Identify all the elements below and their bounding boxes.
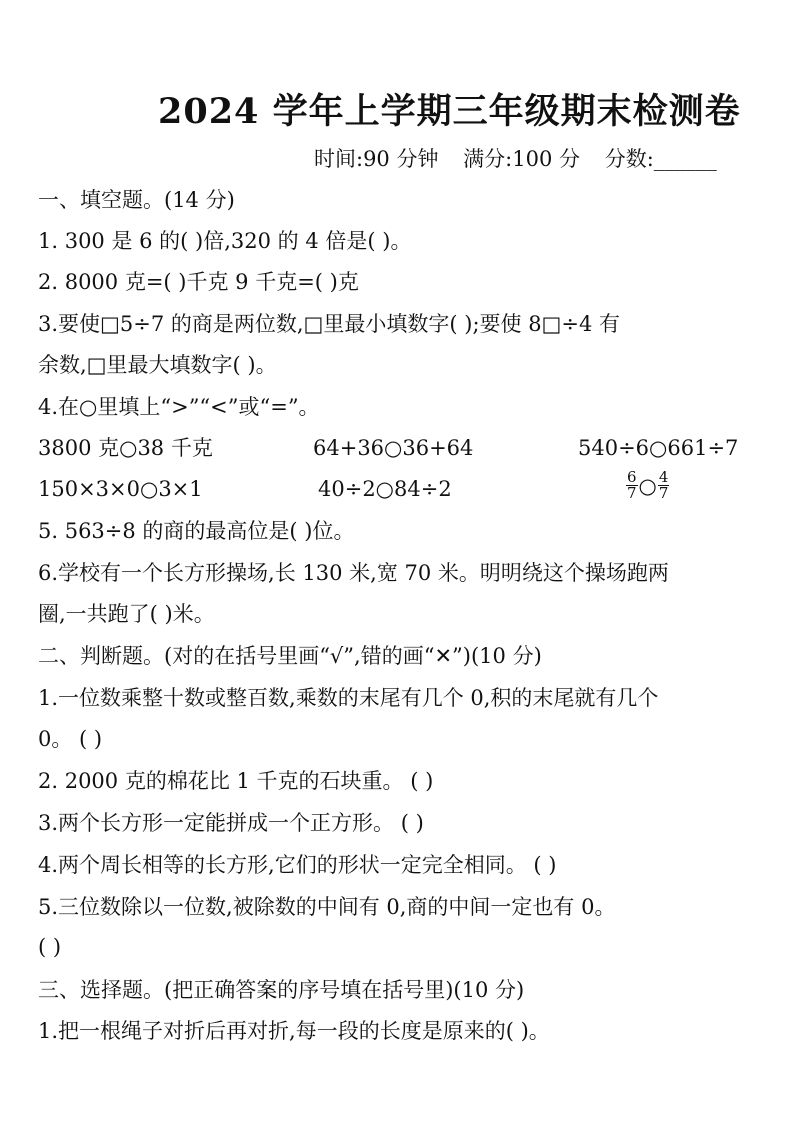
exam-title: 2024 学年上学期三年级期末检测卷 <box>158 91 741 132</box>
compare-3: 540÷6○661÷7 <box>578 436 739 460</box>
compare-2: 64+36○36+64 <box>313 436 474 460</box>
q2-1-line2: 0。 ( ) <box>38 727 103 751</box>
q2-5-line1: 5.三位数除以一位数,被除数的中间有 0,商的中间一定也有 0。 <box>38 895 616 919</box>
q1-6-line2: 圈,一共跑了( )米。 <box>38 602 215 626</box>
time-info: 时间:90 分钟 <box>314 147 439 171</box>
q1-6-line1: 6.学校有一个长方形操场,长 130 米,宽 70 米。明明绕这个操场跑两 <box>38 561 669 585</box>
fraction-right-numerator: 4 <box>658 468 669 486</box>
q1-2: 2. 8000 克=( )千克 9 千克=( )克 <box>38 270 359 294</box>
score-blank: 分数:______ <box>604 147 717 171</box>
fraction-right <box>658 470 670 501</box>
q2-3: 3.两个长方形一定能拼成一个正方形。 ( ) <box>38 811 424 835</box>
q2-1-line1: 1.一位数乘整十数或整百数,乘数的末尾有几个 0,积的末尾就有几个 <box>38 686 659 710</box>
compare-fraction <box>626 470 669 501</box>
q1-3-line2: 余数,□里最大填数字( )。 <box>38 353 277 377</box>
q2-2: 2. 2000 克的棉花比 1 千克的石块重。 ( ) <box>38 769 434 793</box>
exam-info <box>314 143 717 173</box>
section-2-heading: 二、判断题。(对的在括号里画“√”,错的画“✕”)(10 分) <box>38 644 542 668</box>
q2-4: 4.两个周长相等的长方形,它们的形状一定完全相同。 ( ) <box>38 853 557 877</box>
q1-5: 5. 563÷8 的商的最高位是( )位。 <box>38 519 355 543</box>
section-3-heading: 三、选择题。(把正确答案的序号填在括号里)(10 分) <box>38 978 525 1002</box>
compare-circle: ○ <box>638 473 657 498</box>
q1-1: 1. 300 是 6 的( )倍,320 的 4 倍是( )。 <box>38 229 412 253</box>
fraction-left <box>626 470 638 501</box>
fraction-right-denominator: 7 <box>658 484 669 502</box>
fraction-left-numerator: 6 <box>627 468 637 486</box>
compare-1: 3800 克○38 千克 <box>38 436 213 460</box>
q1-4: 4.在○里填上“>”“<”或“=”。 <box>38 395 320 419</box>
q1-3-line1: 3.要使□5÷7 的商是两位数,□里最小填数字( );要使 8□÷4 有 <box>38 312 621 336</box>
full-score-info: 满分:100 分 <box>463 147 581 171</box>
q2-5-line2: ( ) <box>38 935 62 959</box>
fraction-left-denominator: 7 <box>627 484 637 502</box>
q3-1: 1.把一根绳子对折后再对折,每一段的长度是原来的( )。 <box>38 1019 550 1043</box>
compare-5: 40÷2○84÷2 <box>318 477 452 501</box>
section-1-heading: 一、填空题。(14 分) <box>38 188 235 212</box>
compare-4: 150×3×0○3×1 <box>38 477 203 501</box>
